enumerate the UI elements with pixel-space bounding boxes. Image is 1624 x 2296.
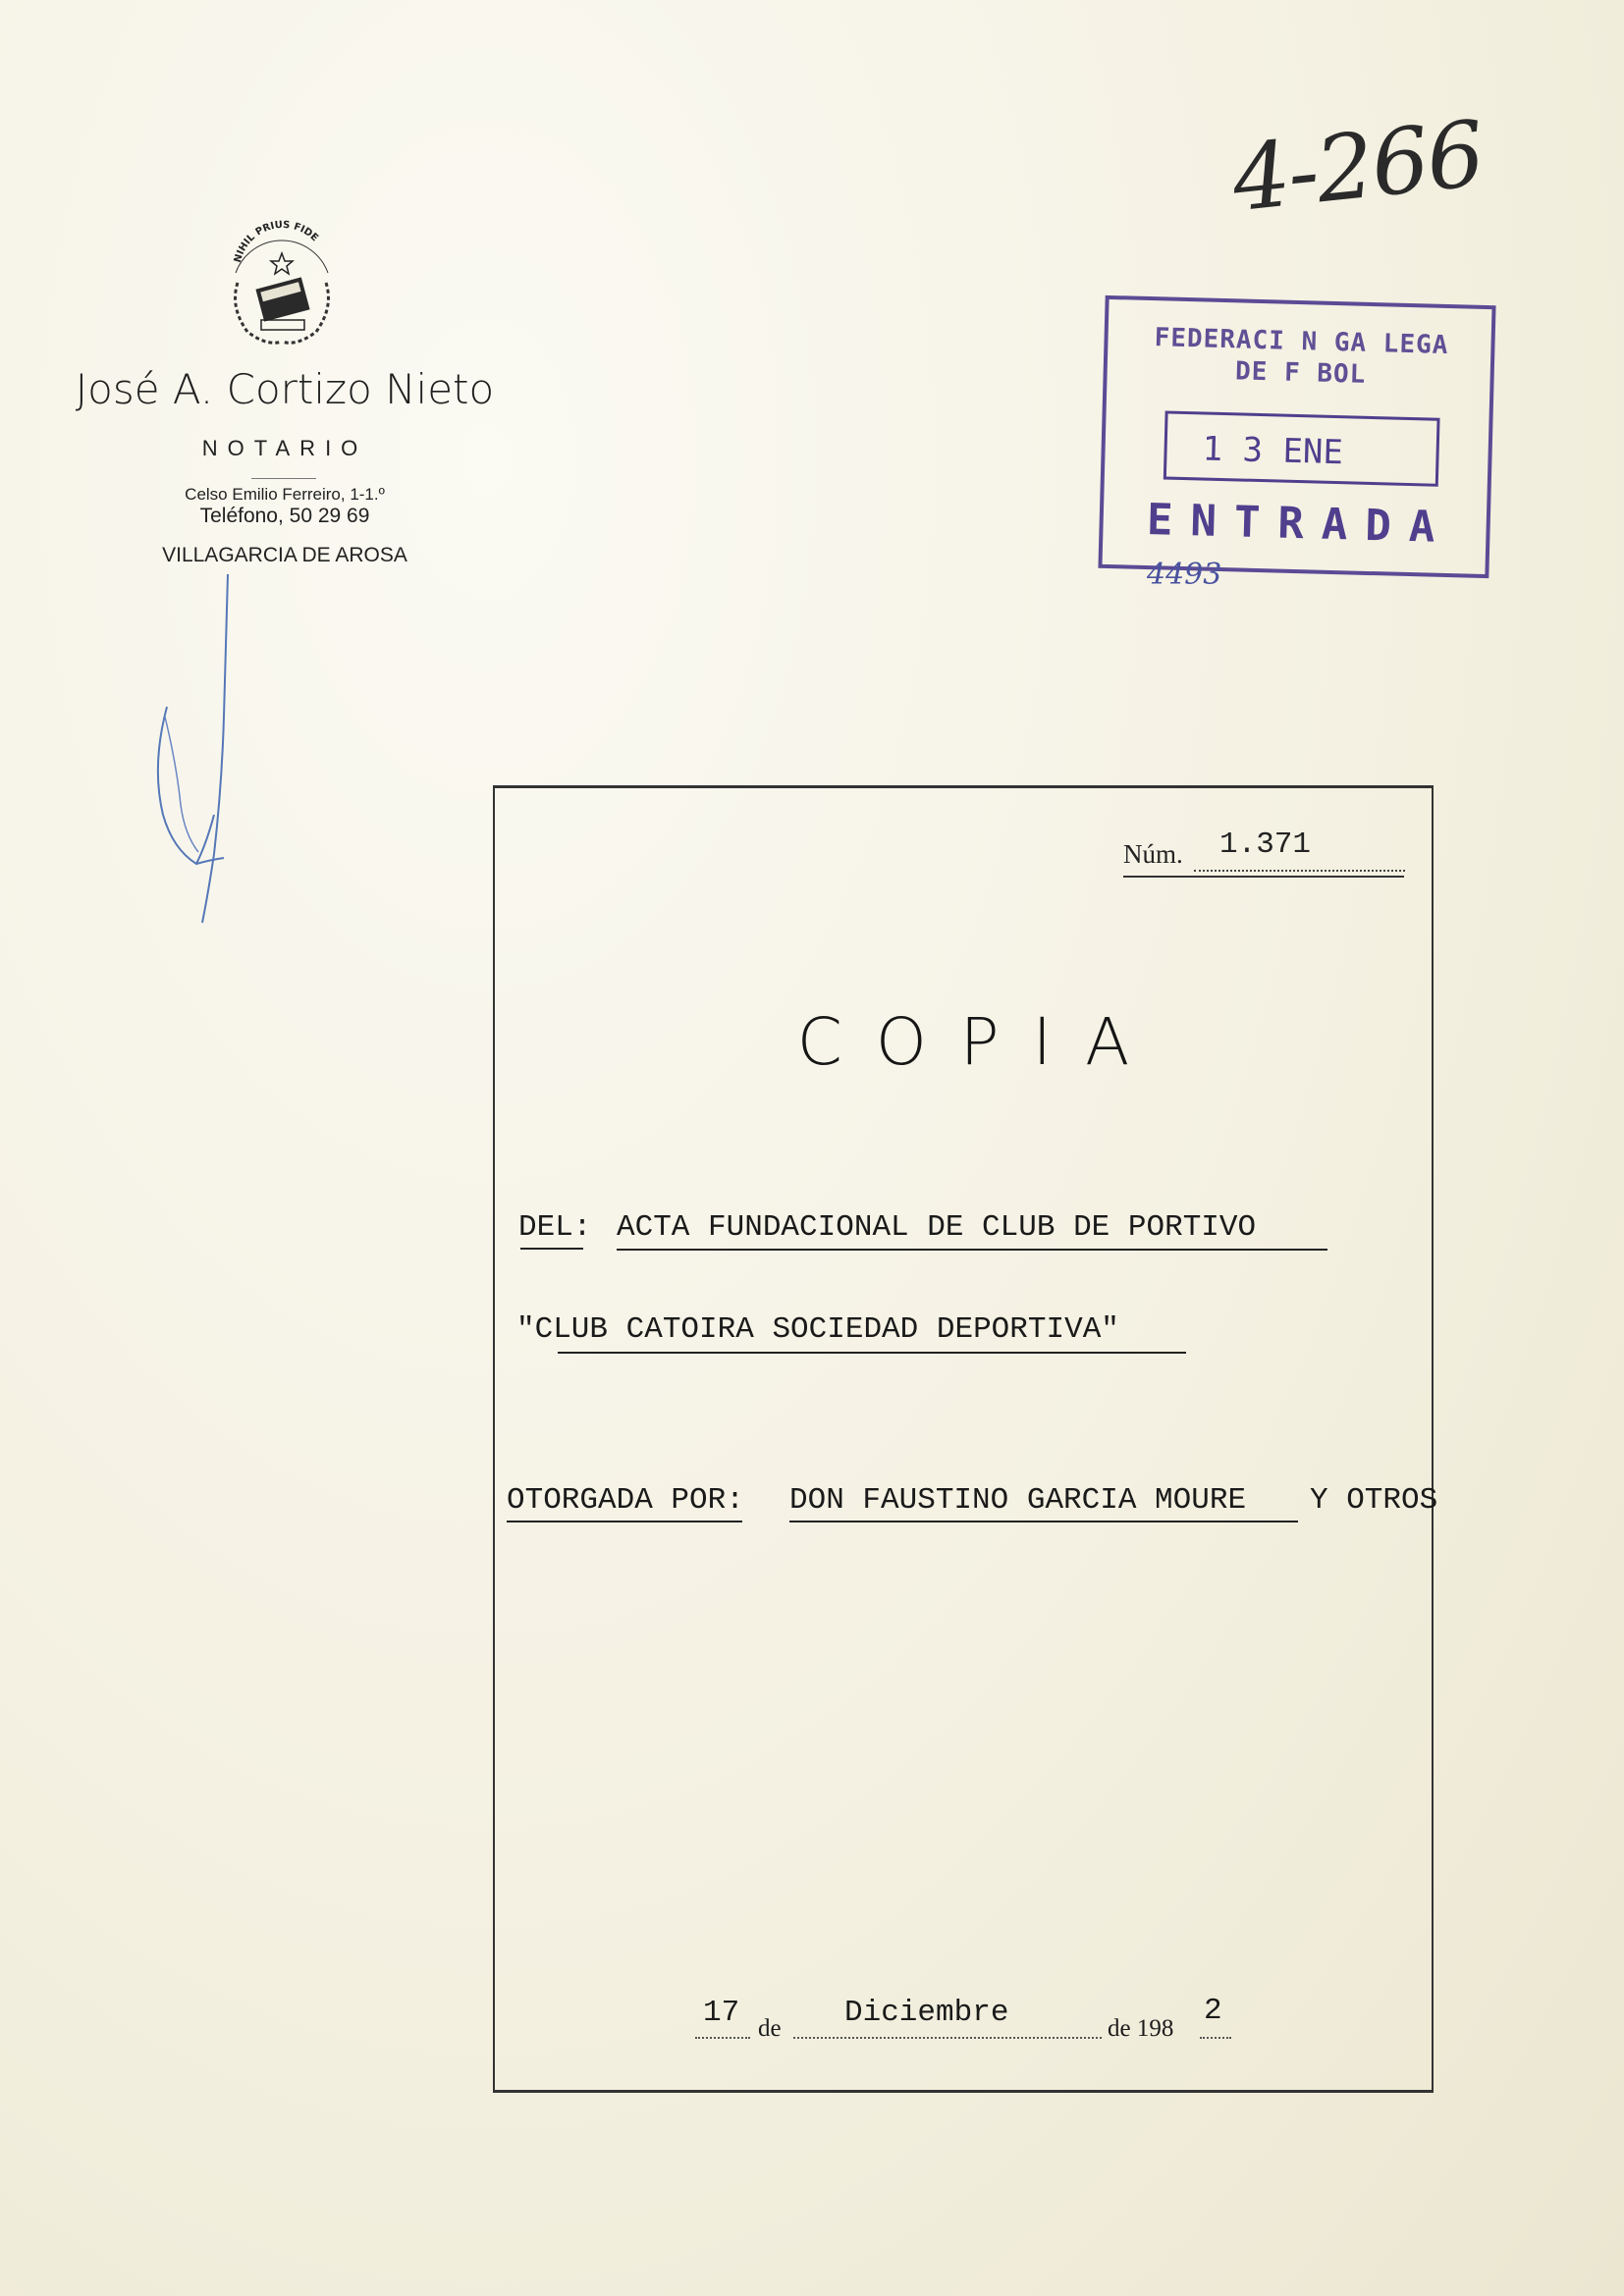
- granted-by-name-underline: [789, 1521, 1298, 1522]
- date-year-suffix: 2: [1204, 1994, 1222, 2028]
- date-year-dots: [1200, 2037, 1231, 2039]
- notary-title: NOTARIO: [201, 436, 368, 460]
- stamp-organization-line2: DE F BOL: [1234, 356, 1367, 390]
- date-day-dots: [695, 2037, 750, 2039]
- del-label-underline: [520, 1248, 583, 1250]
- deed-subject-underline: [617, 1249, 1327, 1251]
- page-title: COPIA: [796, 1004, 1164, 1080]
- date-month: Diciembre: [844, 1996, 1009, 2030]
- document-number: 1.371: [1219, 828, 1312, 862]
- del-label: DEL:: [518, 1210, 592, 1245]
- club-name-underline: [558, 1352, 1186, 1354]
- number-rule: [1123, 876, 1404, 878]
- stamp-date: 1 3 ENE: [1164, 410, 1440, 486]
- letterhead-divider: [251, 478, 316, 479]
- number-label: Núm.: [1123, 839, 1183, 869]
- granted-by-label: OTORGADA POR:: [507, 1483, 744, 1518]
- notary-seal-icon: [218, 214, 346, 351]
- granted-by-suffix: Y OTROS: [1310, 1483, 1438, 1518]
- notary-city: VILLAGARCIA DE AROSA: [162, 544, 407, 566]
- stamp-entry-label: ENTRADA: [1146, 495, 1454, 554]
- number-dotted-line: [1194, 870, 1405, 872]
- archive-reference-handwritten: 4-266: [1227, 101, 1489, 233]
- stamp-organization: [1128, 322, 1474, 394]
- notary-address: Celso Emilio Ferreiro, 1-1.º: [185, 485, 385, 504]
- cover-box: [493, 785, 1438, 2093]
- stamp-organization-line1: FEDERACI N GA LEGA: [1154, 323, 1449, 361]
- date-month-dots: [793, 2037, 1102, 2039]
- date-de-label: de: [758, 2015, 782, 2042]
- stamp-entry-number: 4493: [1147, 558, 1222, 592]
- date-day: 17: [703, 1996, 740, 2030]
- deed-subject: ACTA FUNDACIONAL DE CLUB DE PORTIVO: [617, 1210, 1257, 1245]
- granted-by-label-underline: [507, 1521, 742, 1522]
- granted-by-name: DON FAUSTINO GARCIA MOURE: [789, 1483, 1247, 1518]
- notary-name: José A. Cortizo Nieto: [75, 365, 495, 413]
- registration-stamp: [1098, 295, 1495, 578]
- date-year-prefix: de 198: [1108, 2015, 1174, 2042]
- handwritten-signature: [137, 569, 255, 933]
- notary-phone: Teléfono, 50 29 69: [199, 505, 370, 527]
- club-name: "CLUB CATOIRA SOCIEDAD DEPORTIVA": [516, 1312, 1119, 1347]
- svg-text:NIHIL PRIUS FIDE: NIHIL PRIUS FIDE: [232, 219, 320, 264]
